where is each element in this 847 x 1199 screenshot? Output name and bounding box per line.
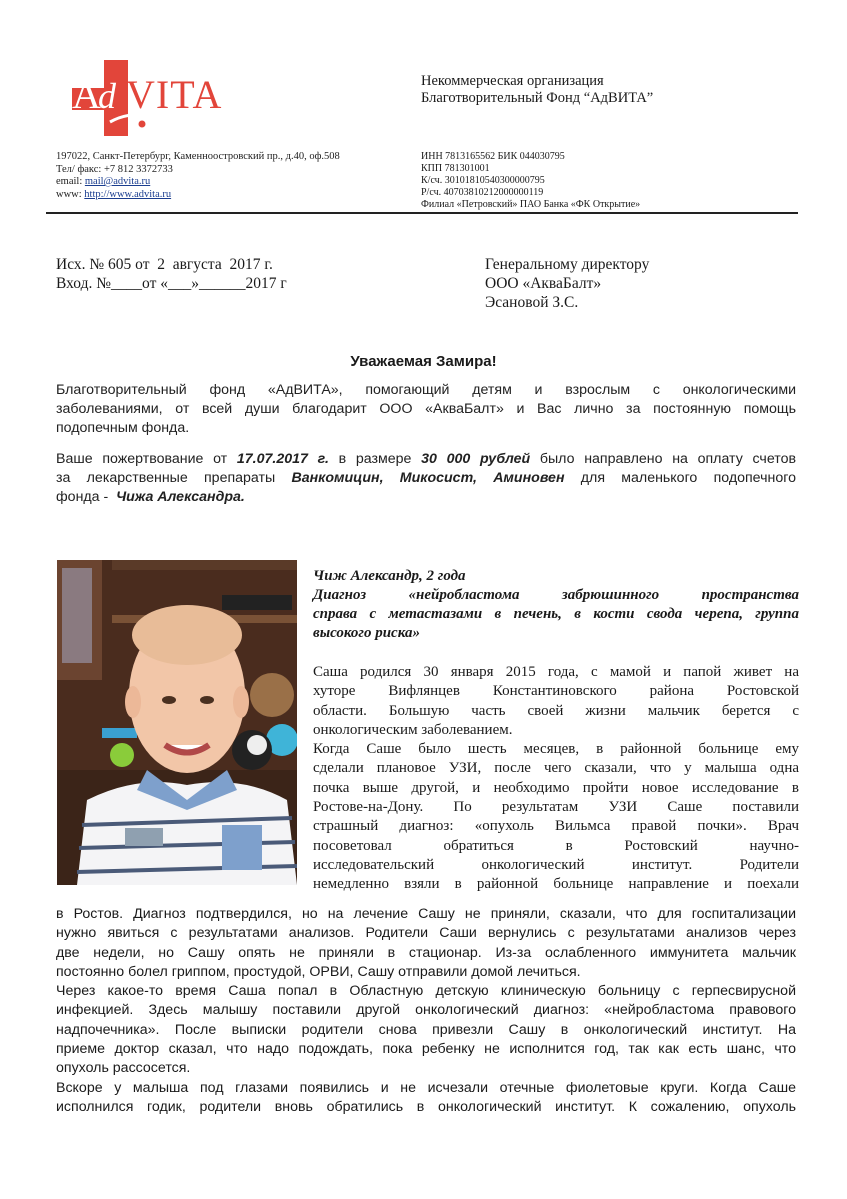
diagnosis-line: Диагноз «нейробластома забрюшинного пространства	[313, 587, 799, 603]
addressee-position: Генеральному директору	[485, 256, 650, 273]
child-diagnosis-heading	[313, 567, 799, 643]
phone-line	[56, 164, 340, 177]
phone-number: +7 812 3372733	[103, 163, 173, 175]
story-line: Саша родился 30 января 2015 года, с мамой и папой живет на	[313, 664, 799, 680]
story-line: в Ростов. Диагноз подтвердился, но на лечение Сашу не приняли, сказали, что для госпитализации	[56, 906, 796, 922]
donation-paragraph	[56, 450, 796, 507]
text: Ваше пожертвование от	[56, 451, 237, 467]
story-line: две недели, но Сашу опять не приняли в стационар. Из-за ослабленного иммунитета мальчик	[56, 944, 796, 961]
addressee-name: Эсановой З.С.	[485, 294, 579, 311]
donation-date: 17.07.2017 г.	[236, 451, 329, 467]
www-line	[56, 189, 340, 202]
story-line: опухоль рассосется.	[56, 1060, 191, 1077]
email-line	[56, 176, 340, 189]
story-line: Через какое-то время Саша попал в Областную детскую клиническую больницу с герпесвирусной	[56, 983, 796, 1000]
text-line	[56, 488, 796, 507]
text: фонда -	[56, 489, 117, 505]
story-line: Вскоре у малыша под глазами появились и не исчезали отечные фиолетовые круги. Когда Саше	[56, 1079, 796, 1096]
addressee	[485, 255, 649, 312]
text: было направлено на оплату счетов	[530, 451, 797, 467]
child-photo	[57, 560, 297, 885]
story-line: почка выше другой, и необходимо пройти новое исследование в	[313, 779, 799, 796]
story-line: сделали плановое УЗИ, после чего сказали, что у малыша одна	[313, 760, 799, 777]
text-line: подопечным фонда.	[56, 420, 190, 436]
addressee-company: ООО «АкваБалт»	[485, 275, 602, 292]
donation-amount: 30 000 рублей	[421, 451, 531, 467]
text-line	[56, 450, 796, 469]
story-line: онкологическим заболеванием.	[313, 721, 513, 738]
bank-inn: ИНН 7813165562 БИК 044030795	[421, 151, 565, 162]
svg-text:A: A	[72, 72, 101, 117]
org-line-2: Благотворительный Фонд “АдВИТА”	[421, 90, 654, 106]
thanks-paragraph	[56, 381, 796, 438]
bank-details	[421, 151, 640, 211]
email-link[interactable]: mail@advita.ru	[84, 176, 151, 187]
story-line: исследовательский онкологический институт. Родители	[313, 856, 799, 873]
www-label: www:	[56, 188, 82, 200]
story-line: постоянно болел гриппом, простудой, ОРВИ, Сашу отправили домой лечиться.	[56, 963, 581, 980]
story-line: приеме доктор сказал, что надо подождать, пока ребенку не исполнится год, так как есть шанс, что	[56, 1041, 796, 1058]
email-label: email:	[56, 176, 83, 187]
reference-numbers	[56, 255, 287, 293]
text: для маленького подопечного	[564, 470, 796, 486]
child-story-column	[313, 663, 799, 895]
story-line: страшный диагноз: «опухоль Вильмса правой почки». Врач	[313, 818, 799, 835]
text-line	[56, 469, 796, 488]
story-line: исполнился годик, родители вновь обратились в онкологический институт. К сожалению, опухоль	[56, 1098, 796, 1115]
child-name-age: Чиж Александр, 2 года	[313, 568, 466, 584]
child-story-full	[56, 905, 796, 1117]
outgoing-number: Исх. № 605 от 2 августа 2017 г.	[56, 256, 273, 273]
drug-list: Ванкомицин, Микосист, Аминовен	[291, 470, 565, 486]
diagnosis-line: справа с метастазами в печень, в кости свода черепа, группа	[313, 606, 799, 622]
advita-logo	[62, 58, 237, 140]
story-line: Ростове-на-Дону. По результатам УЗИ Саше поставили	[313, 799, 799, 816]
address: 197022, Санкт-Петербург, Каменноостровский пр., д.40, оф.508	[56, 151, 340, 162]
bank-corr-account: К/сч. 30101810540300000795	[421, 175, 545, 186]
phone-label: Тел/ факс:	[56, 163, 102, 175]
incoming-number: Вход. №____от «___»______2017 г	[56, 275, 287, 292]
website-link[interactable]: http://www.advita.ru	[84, 188, 172, 200]
story-line: инфекцией. Здесь малышу поставили другой онкологический диагноз: «нейробластома правового	[56, 1002, 796, 1019]
organization-title	[421, 73, 653, 107]
greeting: Уважаемая Замира!	[350, 353, 497, 370]
text: в размере	[328, 451, 422, 467]
logo-wordmark	[62, 58, 237, 140]
bank-kpp: КПП 781301001	[421, 163, 490, 174]
story-line: посоветовал обратиться в Ростовский научно-	[313, 837, 799, 854]
bank-account: Р/сч. 40703810212000000119	[421, 187, 544, 198]
diagnosis-line: высокого риска»	[313, 625, 420, 641]
story-line: Когда Саше было шесть месяцев, в районной больнице ему	[313, 741, 799, 758]
story-line: надпочечника». После выписки родители снова привезли Сашу в онкологический институт. На	[56, 1021, 796, 1038]
story-line: области. Большую часть своей жизни мальчик берется с	[313, 702, 799, 719]
org-line-1: Некоммерческая организация	[421, 73, 604, 89]
text-line: заболеваниями, от всей души благодарит ООО «АкваБалт» и Вас лично за постоянную помощь	[56, 401, 796, 417]
header-divider	[46, 212, 798, 214]
text: за лекарственные препараты	[56, 470, 292, 486]
svg-text:d: d	[98, 76, 116, 116]
contact-info	[56, 151, 340, 201]
text-line: Благотворительный фонд «АдВИТА», помогающий детям и взрослым с онкологическими	[56, 382, 796, 398]
story-line: хуторе Вифлянцев Константиновского района Ростовской	[313, 683, 799, 700]
bank-branch: Филиал «Петровский» ПАО Банка «ФК Открытие»	[421, 199, 641, 210]
child-name: Чижа Александра.	[116, 489, 245, 505]
svg-text:VITA: VITA	[126, 72, 223, 117]
story-line: немедленно взяли в районной больнице направление и поехали	[313, 876, 799, 893]
story-line: нужно явиться с результатами анализов. Родители Саши вернулись с результатами анализов через	[56, 925, 796, 942]
